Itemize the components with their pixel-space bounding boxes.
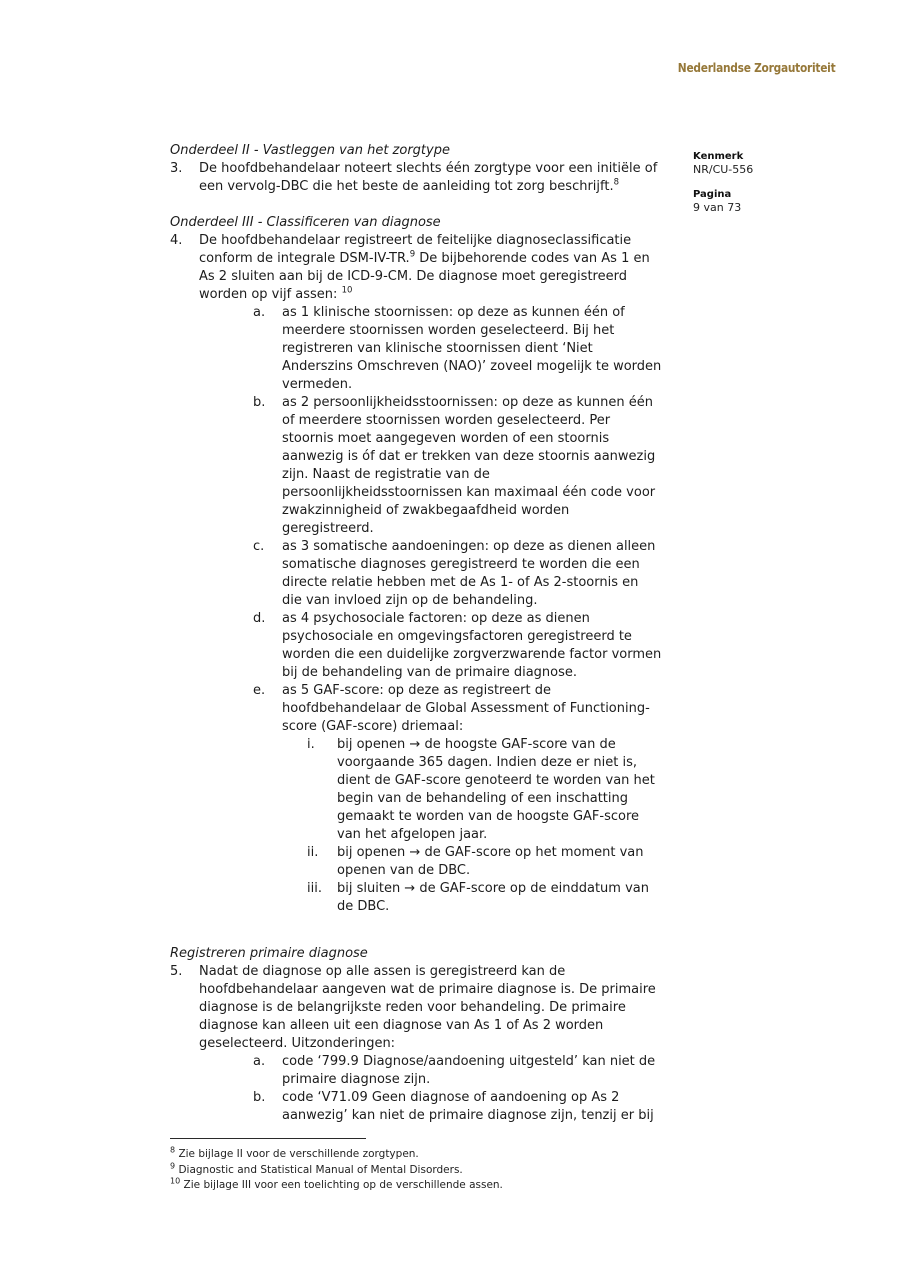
footnote-text: Diagnostic and Statistical Manual of Mental Disorders. [178,1163,463,1176]
pagina-value: 9 van 73 [693,201,742,214]
gaf-item-label: ii. [307,845,319,860]
sub-item-5b [253,1089,662,1125]
footnote-text: Zie bijlage II voor de verschillende zorgtypen. [178,1148,419,1160]
gaf-item-label: i. [307,737,315,752]
sub-item-label: b. [253,1090,266,1105]
gaf-item-text: bij openen → de hoogste GAF-score van de voorgaande 365 dagen. Indien deze er niet is, dient de GAF-score genoteerd te worden van het begin van de behandeling of een inschatting gemaakt te worden van de hoogste GAF-score van het afgelopen jaar. [337,737,655,842]
list-item-5 [170,963,662,1053]
list-item-4 [170,232,662,304]
footnote-ref-10: 10 [341,285,353,296]
item-4-text-b: De bijbehorende codes van As 1 en As 2 sluiten aan bij de ICD-9-CM. De diagnose moet geregistreerd worden op vijf assen: [199,251,650,302]
sub-item-text: code ‘799.9 Diagnose/aandoening uitgesteld’ kan niet de primaire diagnose zijn. [282,1054,656,1087]
item-3-text: De hoofdbehandelaar noteert slechts één zorgtype voor een initiële of een vervolg-DBC die het beste de aanleiding tot zorg beschrijft. [199,161,658,194]
section-heading-onderdeel-ii: Onderdeel II - Vastleggen van het zorgtype [170,143,450,158]
pagina-label: Pagina [693,189,732,200]
section-heading-onderdeel-iii: Onderdeel III - Classificeren van diagnose [170,215,441,230]
sub-item-text: as 4 psychosociale factoren: op deze as dienen psychosociale en omgevingsfactoren geregistreerd te worden die een duidelijke zorgverzwarende factor vormen bij de behandeling van de primaire diagnose. [282,611,662,680]
sub-item-4c [253,538,662,610]
gaf-item-iii [307,880,662,916]
sub-item-label: e. [253,683,266,698]
sub-item-text: code ‘V71.09 Geen diagnose of aandoening op As 2 aanwezig’ kan niet de primaire diagnose zijn, tenzij er bij [282,1090,654,1123]
footnote-ref-9: 9 [409,249,416,260]
footnote-marker: 9 [170,1161,176,1170]
sub-item-text: as 2 persoonlijkheidsstoornissen: op deze as kunnen één of meerdere stoornissen worden geselecteerd. Per stoornis moet aangegeven worden of een stoornis aanwezig is óf dat er trekken van deze stoornis aanwezig zijn. Naast de registratie van de persoonlijkheidsstoornissen kan maximaal één code voor zwakzinnigheid of zwakbegaafdheid worden geregistreerd. [282,395,656,536]
footnote-9 [170,1163,700,1179]
footnote-marker: 8 [170,1145,176,1155]
list-item-text: Nadat de diagnose op alle assen is geregistreerd kan de hoofdbehandelaar aangeven wat de primaire diagnose is. De primaire diagnose is de belangrijkste reden voor behandeling. De primaire diagnose kan alleen uit een diagnose van As 1 of As 2 worden geselecteerd. Uitzonderingen: [199,964,656,1051]
gaf-item-ii [307,844,662,880]
sub-item-4d [253,610,662,682]
list-item-number: 4. [170,233,183,248]
sub-item-text: as 3 somatische aandoeningen: op deze as dienen alleen somatische diagnoses geregistreerd te worden die een directe relatie hebben met de As 1- of As 2-stoornis en die van invloed zijn op de behandeling. [282,539,656,608]
brand-wordmark: Nederlandse Zorgautoriteit [677,60,835,75]
sub-item-text: as 1 klinische stoornissen: op deze as kunnen één of meerdere stoornissen worden geselecteerd. Bij het registreren van klinische stoornissen dient ‘Niet Anderszins Omschreven (NAO)’ zoveel mogelijk te worden vermeden. [282,305,662,392]
list-item-text [199,160,662,196]
gaf-item-label: iii. [307,881,322,896]
footnotes-block [170,1138,700,1194]
footnote-separator [170,1138,366,1139]
sub-item-label: a. [253,1054,266,1069]
sub-item-label: a. [253,305,266,320]
gaf-item-i [307,736,662,844]
list-item-text [199,232,662,304]
document-body [170,142,662,1125]
item-4-text-a: De hoofdbehandelaar registreert de feitelijke diagnoseclassificatie conform de integrale DSM-IV-TR. [199,233,632,266]
gaf-item-text: bij openen → de GAF-score op het moment van openen van de DBC. [337,845,644,878]
sub-item-label: d. [253,611,266,626]
list-item-number: 5. [170,964,183,979]
sub-item-label: c. [253,539,265,554]
sub-item-4a [253,304,662,394]
footnote-text: Zie bijlage III voor een toelichting op de verschillende assen. [183,1179,503,1191]
sub-item-label: b. [253,395,266,410]
footnote-ref-8: 8 [613,177,620,188]
document-metadata [693,150,833,226]
list-item-3 [170,160,662,196]
footnote-8 [170,1147,700,1163]
footnote-10 [170,1178,700,1194]
sub-item-4e [253,682,662,736]
kenmerk-label: Kenmerk [693,151,744,162]
sub-item-5a [253,1053,662,1089]
list-item-number: 3. [170,161,183,176]
sub-item-4b [253,394,662,538]
sub-item-text: as 5 GAF-score: op deze as registreert de hoofdbehandelaar de Global Assessment of Functioning-score (GAF-score) driemaal: [282,683,650,734]
section-heading-primaire-diagnose: Registreren primaire diagnose [170,946,368,961]
footnote-marker: 10 [170,1176,181,1186]
gaf-item-text: bij sluiten → de GAF-score op de einddatum van de DBC. [337,881,649,914]
kenmerk-value: NR/CU-556 [693,163,754,176]
